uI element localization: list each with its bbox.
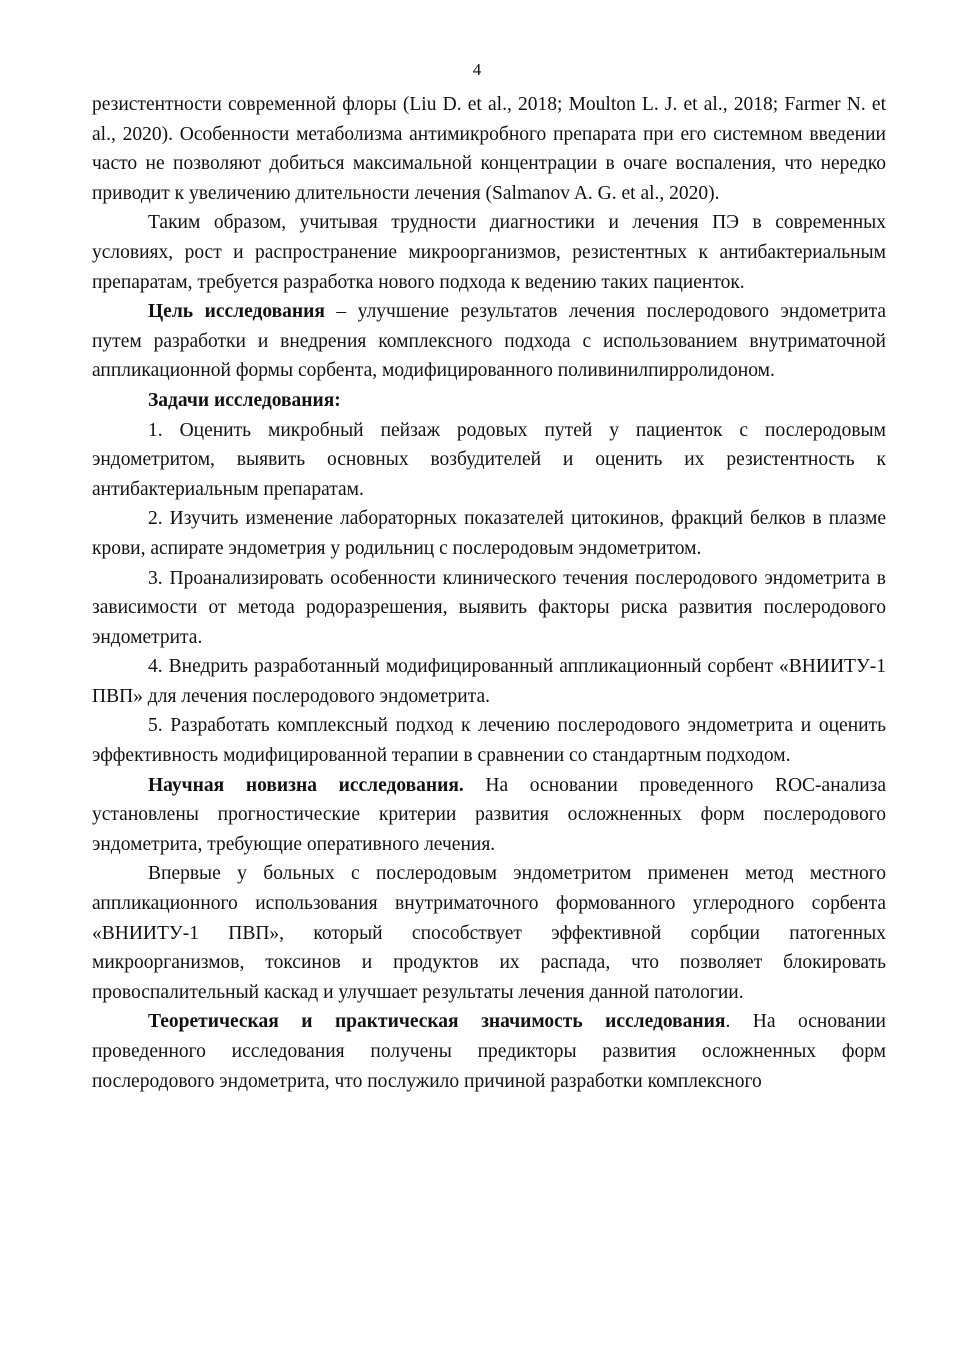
novelty-label: Научная новизна исследования. xyxy=(148,774,464,796)
task-item: 1. Оценить микробный пейзаж родовых путей у пациенток с послеродовым эндометритом, выявить основных возбудителей и оценить их резистентность к антибактериальным препаратам. xyxy=(92,419,886,500)
paragraph-summary: Таким образом, учитывая трудности диагностики и лечения ПЭ в современных условиях, рост и распространение микроорганизмов, резистентных к антибактериальным препаратам, требуется разработка нового подхода к ведению таких пациенток. xyxy=(92,212,886,293)
task-item: 2. Изучить изменение лабораторных показателей цитокинов, фракций белков в плазме крови, аспирате эндометрия у родильниц с послеродовым эндометритом. xyxy=(92,508,886,559)
paragraph-goal xyxy=(92,297,886,386)
goal-text: – улучшение результатов лечения послеродового эндометрита путем разработки и внедрения комплексного подхода с использованием внутриматочной аппликационной формы сорбента, модифицированного поливинилпирролидоном. xyxy=(92,301,887,382)
document-body xyxy=(92,90,886,1096)
paragraph-first-use: Впервые у больных с послеродовым эндометритом применен метод местного аппликационного использования внутриматочного формованного углеродного сорбента «ВНИИТУ-1 ПВП», который способствует эффективной сорбции патогенных микроорганизмов, токсинов и продуктов их распада, что позволяет блокировать провоспалительный каскад и улучшает результаты лечения данной патологии. xyxy=(92,863,886,1003)
paragraph-significance xyxy=(92,1007,886,1096)
paragraph-continuation: резистентности современной флоры (Liu D. et al., 2018; Moulton L. J. et al., 2018; Farmer N. et al., 2020). Особенности метаболизма антимикробного препарата при его системном введении часто не позволяют добиться максимальной концентрации в очаге воспаления, что нередко приводит к увеличению длительности лечения (Salmanov A. G. et al., 2020). xyxy=(92,94,886,204)
page-number: 4 xyxy=(472,60,482,79)
task-item: 3. Проанализировать особенности клинического течения послеродового эндометрита в зависимости от метода родоразрешения, выявить факторы риска развития послеродового эндометрита. xyxy=(92,567,886,648)
goal-label: Цель исследования xyxy=(148,301,325,323)
task-item: 4. Внедрить разработанный модифицированный аппликационный сорбент «ВНИИТУ-1 ПВП» для лечения послеродового эндометрита. xyxy=(92,656,886,707)
significance-label: Теоретическая и практическая значимость исследования xyxy=(148,1011,726,1033)
significance-text: . На основании проведенного исследования получены предикторы развития осложненных форм послеродового эндометрита, что послужило причиной разработки комплексного xyxy=(92,1011,886,1092)
paragraph-novelty xyxy=(92,771,886,860)
tasks-heading xyxy=(92,386,886,416)
tasks-heading-label: Задачи исследования: xyxy=(148,389,341,411)
task-item: 5. Разработать комплексный подход к лечению послеродового эндометрита и оценить эффективность модифицированной терапии в сравнении со стандартным подходом. xyxy=(92,715,886,767)
novelty-text: На основании проведенного ROC-анализа установлены прогностические критерии развития осложненных форм послеродового эндометрита, требующие оперативного лечения. xyxy=(92,774,886,855)
